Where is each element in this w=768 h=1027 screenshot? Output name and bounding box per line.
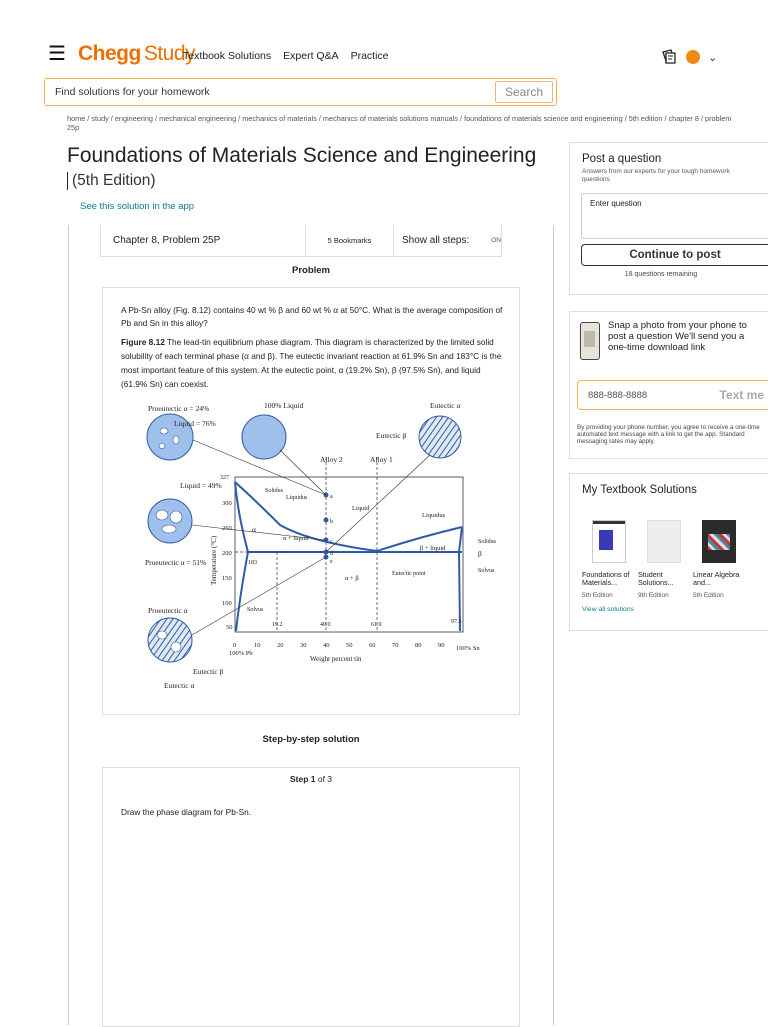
text-me-button[interactable]: Text me [719, 388, 764, 402]
y-tick: 200 [222, 550, 232, 557]
step-text: Draw the phase diagram for Pb-Sn. [121, 807, 252, 817]
menu-icon[interactable]: ☰ [48, 43, 66, 65]
diagram-label: Proeutectic α [148, 606, 188, 615]
diagram-label: α + liquid [283, 535, 309, 542]
search-button[interactable]: Search [495, 81, 553, 103]
diagram-label: Solidus [478, 539, 497, 545]
y-tick: 300 [222, 500, 232, 507]
diagram-label: Liquid = 49% [180, 481, 222, 490]
diagram-label: 100% Sn [456, 645, 480, 652]
diagram-label: Proeutectic α = 51% [145, 558, 207, 567]
search-bar [44, 78, 557, 106]
continue-to-post-button[interactable]: Continue to post [581, 244, 768, 266]
diagram-label: a [330, 494, 333, 500]
diagram-label: 100% Pb [229, 650, 253, 657]
x-tick: 10 [254, 642, 261, 649]
diagram-label: Liquidus [422, 512, 446, 519]
diagram-label: Alloy 1 [370, 455, 393, 464]
book-cover-3[interactable] [702, 520, 736, 563]
x-tick: 0 [233, 642, 237, 649]
textbook-solutions-title: My Textbook Solutions [582, 484, 697, 496]
snap-photo-text: Snap a photo from your phone to post a question We'll send you a one-time download link [608, 320, 747, 353]
diagram-label: Liquid [352, 505, 370, 512]
questions-remaining: 18 questions remaining [624, 271, 698, 278]
y-tick: 100 [222, 600, 232, 607]
chapter-selector[interactable]: Chapter 8, Problem 25P [101, 225, 306, 256]
problem-heading: Problem [291, 265, 330, 276]
solution-heading: Step-by-step solution [262, 734, 360, 745]
breadcrumb[interactable]: home / study / engineering / mechanical engineering / mechanics of materials / mechanics of materials solutions manuals / foundations of materials science and engineering / 5th edition / chapter 8 / problem 25p [67, 114, 732, 132]
diagram-label: 40.0 [320, 622, 331, 628]
chevron-down-icon[interactable]: ⌄ [708, 51, 718, 64]
nav-textbook-solutions[interactable]: Textbook Solutions [183, 50, 272, 62]
problem-text: A Pb-Sn alloy (Fig. 8.12) contains 40 wt % β and 60 wt % α at 50°C. What is the average composition of Pb and Sn in this alloy? [121, 305, 503, 328]
diagram-label: Proeutectic α = 24% [148, 404, 210, 413]
diagram-label: β + liquid [420, 545, 446, 552]
book-cover-2[interactable] [647, 520, 681, 563]
diagram-label: c [330, 539, 333, 545]
diagram-label: Alloy 2 [320, 455, 343, 464]
header-actions [660, 49, 717, 65]
diagram-label: d [330, 551, 333, 557]
bookmarks-count[interactable]: 5 Bookmarks [306, 225, 394, 256]
figure-caption: Figure 8.12 The lead-tin equilibrium phase diagram. This diagram is characterized by the limited solid solubility of each terminal phase (α and β). The eutectic invariant reaction at 61.9% Sn and 183°C is the most important feature of this system. At the eutectic point, α (19.2% Sn), β (97.5% Sn), and liquid (61.9% Sn) can coexist. [121, 337, 502, 389]
x-tick: 90 [438, 642, 445, 649]
diagram-label: 183 [248, 560, 257, 566]
x-tick: 50 [346, 642, 353, 649]
flashcards-icon[interactable] [660, 49, 678, 65]
book-title-2[interactable]: Student Solutions... [638, 570, 674, 587]
diagram-label: Liquidus [286, 495, 308, 501]
nav-expert-qa[interactable]: Expert Q&A [283, 50, 339, 62]
chapter-bar [100, 225, 502, 257]
x-tick: 30 [300, 642, 307, 649]
diagram-label: e [330, 559, 333, 565]
phone-input[interactable] [578, 389, 678, 402]
page-title: Foundations of Materials Science and Engineering [67, 144, 537, 167]
x-tick: 60 [369, 642, 376, 649]
diagram-label: 327 [220, 475, 229, 481]
diagram-label: β [478, 549, 482, 558]
search-input[interactable] [45, 85, 495, 99]
phase-diagram-figure [140, 395, 510, 700]
diagram-label: 97.5 [451, 619, 462, 625]
y-tick: 250 [222, 525, 232, 532]
x-tick: 20 [277, 642, 284, 649]
step-counter: Step 1 of 3 [289, 774, 333, 784]
x-axis-label: Weight percent tin [310, 655, 362, 663]
diagram-label: b [330, 519, 333, 525]
y-tick: 50 [226, 624, 233, 631]
chegg-study-logo[interactable]: Chegg Study [78, 42, 196, 65]
book-edition-3: 5th Edition [693, 592, 724, 599]
book-title-1[interactable]: Foundations of Materials... [582, 570, 630, 587]
sms-disclaimer: By providing your phone number, you agree to receive a one-time automated text message with a link to get the app. Standard messaging rates may apply. [577, 424, 760, 445]
diagram-label: 19.2 [272, 622, 283, 628]
book-edition-1: 5th Edition [582, 592, 613, 599]
book-cover-1[interactable] [592, 520, 626, 563]
y-tick: 150 [222, 575, 232, 582]
phone-field [577, 380, 768, 410]
x-tick: 40 [323, 642, 330, 649]
question-input[interactable] [581, 193, 768, 239]
view-all-solutions-link[interactable]: View all solutions [582, 606, 635, 613]
top-nav [183, 50, 389, 62]
diagram-label: Eutectic α [164, 681, 195, 690]
show-steps-label: Show all steps: [402, 235, 470, 246]
diagram-label: Eutectic α [430, 401, 461, 410]
avatar[interactable] [686, 50, 700, 64]
edition-label: (5th Edition) [67, 172, 156, 190]
step-card [102, 767, 520, 1027]
diagram-label: α [252, 525, 256, 534]
diagram-label: Eutectic β [376, 431, 407, 440]
post-question-subtitle: Answers from our experts for your tough homework questions [582, 168, 730, 183]
nav-practice[interactable]: Practice [350, 50, 389, 62]
diagram-label: Solvus [478, 568, 495, 574]
x-tick: 80 [415, 642, 422, 649]
y-axis-label: Temperature (°C) [210, 535, 218, 585]
show-steps-toggle[interactable]: ON [491, 237, 501, 244]
diagram-label: α + β [345, 575, 359, 582]
post-question-title: Post a question [582, 153, 662, 165]
diagram-label: Eutectic β [193, 667, 224, 676]
diagram-label: Solvus [247, 607, 264, 613]
book-title-3[interactable]: Linear Algebra and... [693, 570, 740, 587]
diagram-label: 100% Liquid [264, 401, 304, 410]
x-tick: 70 [392, 642, 399, 649]
open-in-app-link[interactable]: See this solution in the app [80, 201, 195, 212]
diagram-label: 61.9 [371, 622, 382, 628]
diagram-label: Liquid = 76% [174, 419, 216, 428]
phone-icon [580, 322, 600, 360]
diagram-label: Eutectic point [392, 571, 426, 577]
book-edition-2: 9th Edition [638, 592, 669, 599]
diagram-label: Solidus [265, 488, 284, 494]
